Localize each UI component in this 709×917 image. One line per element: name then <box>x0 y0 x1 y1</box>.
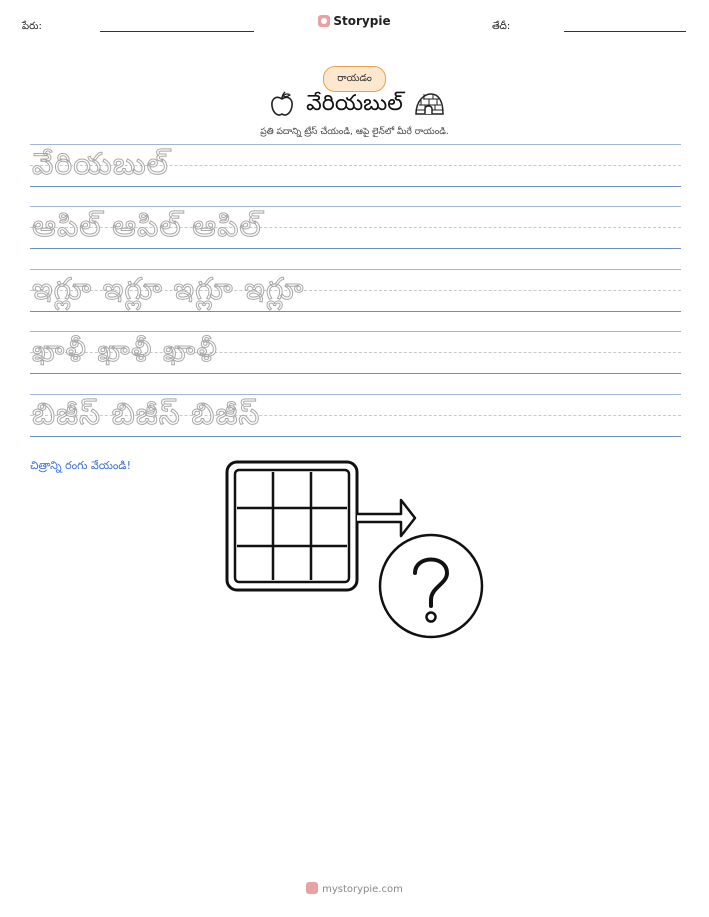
igloo-icon <box>413 90 441 118</box>
trace-text: ఆపిల్ ఆపిల్ ఆపిల్ <box>32 209 262 244</box>
coloring-picture[interactable] <box>225 460 487 646</box>
trace-row[interactable] <box>30 144 681 188</box>
name-line[interactable] <box>100 31 254 32</box>
category-badge: రాయడం <box>323 66 386 92</box>
apple-icon <box>268 90 296 118</box>
storypie-icon <box>306 882 318 894</box>
brand-logo <box>0 14 709 28</box>
date-line[interactable] <box>564 31 686 32</box>
storypie-icon <box>318 15 330 27</box>
trace-text: వేరియబుల్ <box>32 147 169 182</box>
footer-url[interactable]: mystorypie.com <box>322 884 403 895</box>
brand-name: Storypie <box>333 14 391 28</box>
color-prompt: చిత్రాన్ని రంగు వేయండి! <box>30 459 131 472</box>
trace-text: బిజీస్ బిజీస్ బిజీస్ <box>32 397 261 432</box>
instructions: ప్రతి పదాన్ని ట్రేస్ చేయండి, ఆపై లైన్‌లో మీరే రాయండి. <box>260 127 449 137</box>
trace-row[interactable] <box>30 394 681 438</box>
trace-text: ఖాళీ ఖాళీ ఖాళీ <box>32 334 218 369</box>
page-title-block <box>0 90 709 121</box>
trace-row[interactable] <box>30 206 681 250</box>
name-label: పేరు: <box>22 21 42 32</box>
footer <box>0 882 709 895</box>
date-label: తేదీ: <box>492 21 511 32</box>
page-title: వేరియబుల్ <box>306 91 403 116</box>
trace-row[interactable] <box>30 269 681 313</box>
trace-text: ఇగ్లూ ఇగ్లూ ఇగ్లూ ఇగ్లూ <box>32 272 305 307</box>
trace-row[interactable] <box>30 331 681 375</box>
